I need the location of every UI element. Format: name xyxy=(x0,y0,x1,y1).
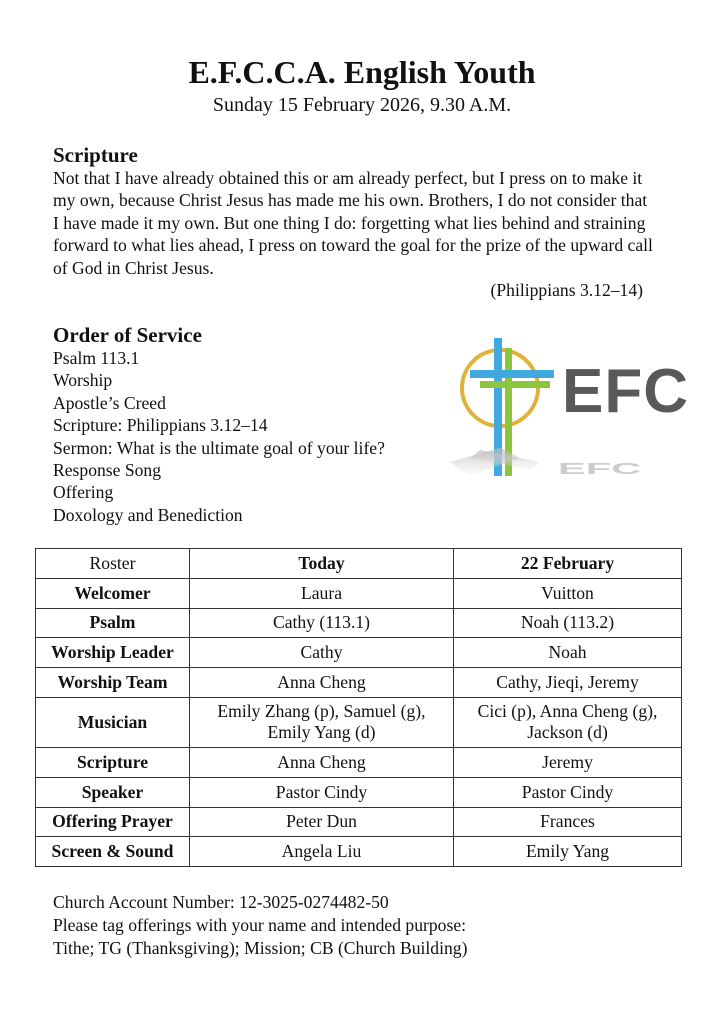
roster-role: Screen & Sound xyxy=(36,837,190,867)
roster-next-line: Cici (p), Anna Cheng (g), xyxy=(477,701,658,722)
order-item: Response Song xyxy=(53,460,162,481)
order-item: Doxology and Benediction xyxy=(53,504,243,525)
roster-today: Cathy (113.1) xyxy=(190,608,454,638)
table-row xyxy=(36,668,682,698)
table-row xyxy=(36,578,682,608)
table-row xyxy=(36,807,682,837)
roster-next: Pastor Cindy xyxy=(454,777,682,807)
offering-categories: Tithe; TG (Thanksgiving); Mission; CB (Church Building) xyxy=(53,938,468,958)
table-row xyxy=(36,777,682,807)
roster-role: Speaker xyxy=(36,777,190,807)
roster-today: Peter Dun xyxy=(190,807,454,837)
roster-role: Worship Leader xyxy=(36,638,190,668)
order-of-service-heading: Order of Service xyxy=(53,323,202,347)
account-number: Church Account Number: 12-3025-0274482-50 xyxy=(53,892,389,912)
table-row xyxy=(36,638,682,668)
logo-reflection-text: EFC xyxy=(558,460,642,478)
roster-today: Angela Liu xyxy=(190,837,454,867)
service-date: Sunday 15 February 2026, 9.30 A.M. xyxy=(212,94,512,116)
roster-next-line: Jackson (d) xyxy=(527,722,608,743)
logo-text: EFC xyxy=(562,357,689,426)
roster-next: Noah (113.2) xyxy=(454,608,682,638)
roster-header-row xyxy=(36,549,682,579)
order-item: Scripture: Philippians 3.12–14 xyxy=(53,415,268,436)
roster-today-line: Emily Zhang (p), Samuel (g), xyxy=(217,701,426,722)
scripture-reference: (Philippians 3.12–14) xyxy=(490,280,643,300)
roster-next: Cathy, Jieqi, Jeremy xyxy=(454,668,682,698)
roster-next xyxy=(454,697,682,747)
roster-today-line: Emily Yang (d) xyxy=(267,722,376,743)
order-of-service-list xyxy=(53,347,385,526)
roster-role: Worship Team xyxy=(36,668,190,698)
order-item: Sermon: What is the ultimate goal of your life? xyxy=(53,437,385,458)
table-row xyxy=(36,747,682,777)
roster-next: Emily Yang xyxy=(454,837,682,867)
table-row xyxy=(36,697,682,747)
roster-next: Jeremy xyxy=(454,747,682,777)
roster-next: Vuitton xyxy=(454,578,682,608)
roster-header-next: 22 February xyxy=(454,549,682,579)
order-item: Worship xyxy=(53,370,113,391)
roster-role: Offering Prayer xyxy=(36,807,190,837)
roster-role: Scripture xyxy=(36,747,190,777)
table-row xyxy=(36,608,682,638)
order-item: Apostle’s Creed xyxy=(53,392,166,413)
page-title: E.F.C.C.A. English Youth xyxy=(188,54,536,90)
logo-cross-horizontal-green xyxy=(480,381,550,388)
logo-cross-horizontal-blue xyxy=(470,370,554,378)
roster-role: Musician xyxy=(36,697,190,747)
offering-tag-note: Please tag offerings with your name and intended purpose: xyxy=(53,915,467,935)
roster-header-today: Today xyxy=(190,549,454,579)
table-row xyxy=(36,837,682,867)
footer xyxy=(53,891,467,960)
roster-table xyxy=(35,548,682,867)
order-item: Offering xyxy=(53,482,114,503)
roster-role: Psalm xyxy=(36,608,190,638)
scripture-text: Not that I have already obtained this or am already perfect, but I press on to make it my own, because Christ Jesus has made me his own. Brothers, I do not consider that I have made it my own. But one thing I do: forgetting what lies behind and straining forward to what lies ahead, I press on toward the goal for the prize of the upward call of God in Christ Jesus. xyxy=(53,168,653,278)
roster-next: Noah xyxy=(454,638,682,668)
roster-today xyxy=(190,697,454,747)
roster-today: Anna Cheng xyxy=(190,668,454,698)
logo-reflection xyxy=(450,448,641,477)
roster-today: Cathy xyxy=(190,638,454,668)
order-item: Psalm 113.1 xyxy=(53,348,140,368)
efc-logo xyxy=(430,330,700,490)
roster-role: Welcomer xyxy=(36,578,190,608)
roster-header-label: Roster xyxy=(36,549,190,579)
roster-next: Frances xyxy=(454,807,682,837)
roster-today: Laura xyxy=(190,578,454,608)
roster-today: Pastor Cindy xyxy=(190,777,454,807)
scripture-heading: Scripture xyxy=(53,143,138,167)
roster-today: Anna Cheng xyxy=(190,747,454,777)
